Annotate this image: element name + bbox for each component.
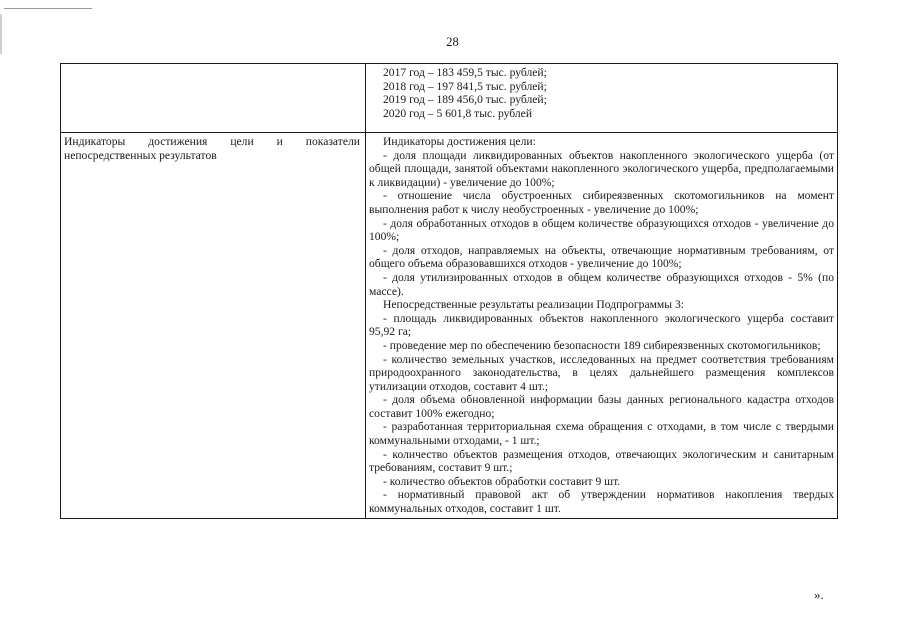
funding-row [61,64,838,133]
indicators-label-cell [61,133,366,519]
result-item: - площадь ликвидированных объектов накопленного экологического ущерба составит 95,92 га; [369,311,834,339]
funding-values-cell [366,64,838,133]
indicators-label-line2: непосредственных результатов [64,148,217,162]
indicators-label-line1: Индикаторы достижения цели и показатели [64,135,360,148]
indicators-row [61,133,838,519]
indicator-item: - доля отходов, направляемых на объекты, отвечающие нормативным требованиям, от общего объема образовавшихся отходов - увеличение до 100%; [369,243,834,271]
result-item: - нормативный правовой акт об утверждении нормативов накопления твердых коммунальных отходов, составит 1 шт. [369,488,834,516]
indicator-item: - доля утилизированных отходов в общем количестве образующихся отходов - 5% (по массе). [369,270,834,298]
indicator-item: - отношение числа обустроенных сибиреязвенных скотомогильников на момент выполнения работ к числу необустроенных - увеличение до 100%; [369,189,834,216]
results-heading: Непосредственные результаты реализации Подпрограммы 3: [383,298,684,312]
result-item: - проведение мер по обеспечению безопасности 189 сибиреязвенных скотомогильников; [383,338,821,352]
indicator-item: - доля площади ликвидированных объектов накопленного экологического ущерба (от общей площади, занятой объектами накопленного экологического ущерба, предполагаемыми к ликвидации) - увеличение до 100%; [369,148,834,189]
result-item: - количество объектов обработки составит 9 шт. [383,474,621,488]
closing-quote-mark: ». [814,587,824,602]
funding-line-2017: 2017 год – 183 459,5 тыс. рублей; [383,66,547,79]
result-item: - разработанная территориальная схема обращения с отходами, в том числе с твердыми коммунальными отходами, - 1 шт.; [369,420,834,448]
funding-line-2019: 2019 год – 189 456,0 тыс. рублей; [383,93,547,107]
indicators-heading: Индикаторы достижения цели: [383,135,536,148]
funding-line-2018: 2018 год – 197 841,5 тыс. рублей; [383,79,547,93]
result-item: - количество объектов размещения отходов, отвечающих экологическим и санитарным требованиям, составит 9 шт.; [369,447,834,475]
indicator-item: - доля обработанных отходов в общем количестве образующихся отходов - увеличение до 100%; [369,216,834,244]
funding-line-2020: 2020 год – 5 601,8 тыс. рублей [383,106,533,120]
indicators-content-cell [366,133,838,519]
result-item: - доля объема обновленной информации базы данных регионального кадастра отходов составит 100% ежегодно; [369,393,834,420]
result-item: - количество земельных участков, исследованных на предмет соответствия требованиям природоохранного законодательства, в целях дальнейшего размещения комплексов утилизации отходов, составит 4 шт.; [369,352,834,393]
funding-label-cell [61,64,366,133]
scan-artifact-line [4,8,92,9]
program-table [60,63,838,519]
page-number: 28 [446,35,459,49]
